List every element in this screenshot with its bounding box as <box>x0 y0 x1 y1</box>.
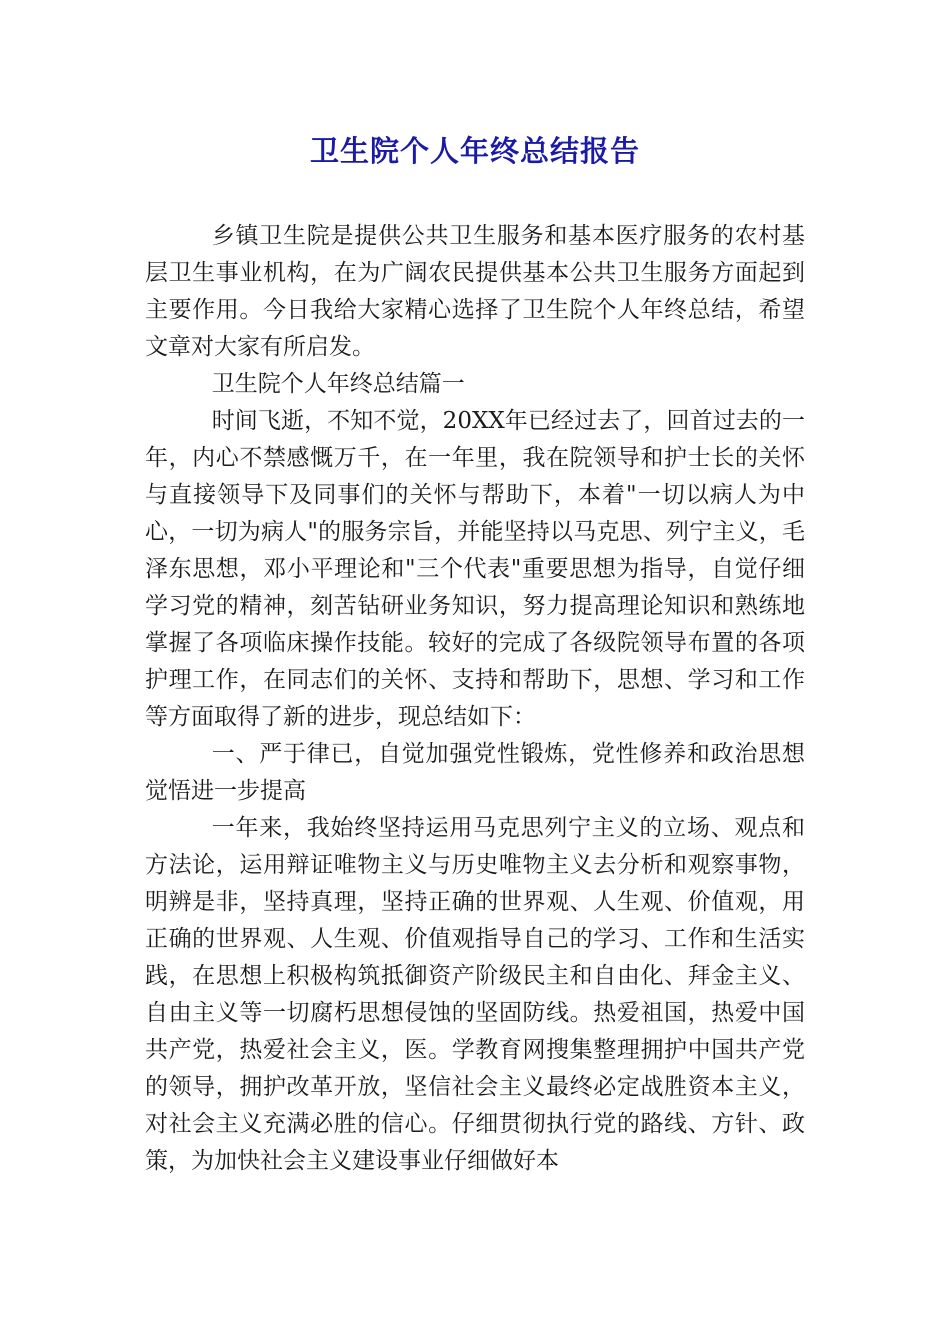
document-body <box>145 218 805 1180</box>
paragraph-point-one-heading: 一、严于律已，自觉加强党性锻炼，党性修养和政治思想觉悟进一步提高 <box>145 741 805 804</box>
paragraph-point-one-body: 一年来，我始终坚持运用马克思列宁主义的立场、观点和方法论，运用辩证唯物主义与历史唯物主义去分析和观察事物，明辨是非，坚持真理，坚持正确的世界观、人生观、价值观，用正确的世界观、人生观、价值观指导自己的学习、工作和生活实践，在思想上积极构筑抵御资产阶级民主和自由化、拜金主义、自由主义等一切腐朽思想侵蚀的坚固防线。热爱祖国，热爱中国共产党，热爱社会主义，医。学教育网搜集整理拥护中国共产党的领导，拥护改革开放，坚信社会主义最终必定战胜资本主义，对社会主义充满必胜的信心。仔细贯彻执行党的路线、方针、政策，为加快社会主义建设事业仔细做好本 <box>145 815 805 1174</box>
document-title: 卫生院个人年终总结报告 <box>309 134 640 168</box>
paragraph-opening: 时间飞逝，不知不觉，20XX年已经过去了，回首过去的一年，内心不禁感慨万千，在一年里，我在院领导和护士长的关怀与直接领导下及同事们的关怀与帮助下，本着"一切以病人为中心，一切为病人"的服务宗旨，并能坚持以马克思、列宁主义，毛泽东思想，邓小平理论和"三个代表"重要思想为指导，自觉仔细学习党的精神，刻苦钻研业务知识，努力提高理论知识和熟练地掌握了各项临床操作技能。较好的完成了各级院领导布置的各项护理工作，在同志们的关怀、支持和帮助下，思想、学习和工作等方面取得了新的进步，现总结如下： <box>145 408 805 730</box>
paragraph-section-heading: 卫生院个人年终总结篇一 <box>211 371 465 397</box>
paragraph-intro: 乡镇卫生院是提供公共卫生服务和基本医疗服务的农村基层卫生事业机构，在为广阔农民提供基本公共卫生服务方面起到主要作用。今日我给大家精心选择了卫生院个人年终总结，希望文章对大家有所启发。 <box>145 223 805 360</box>
